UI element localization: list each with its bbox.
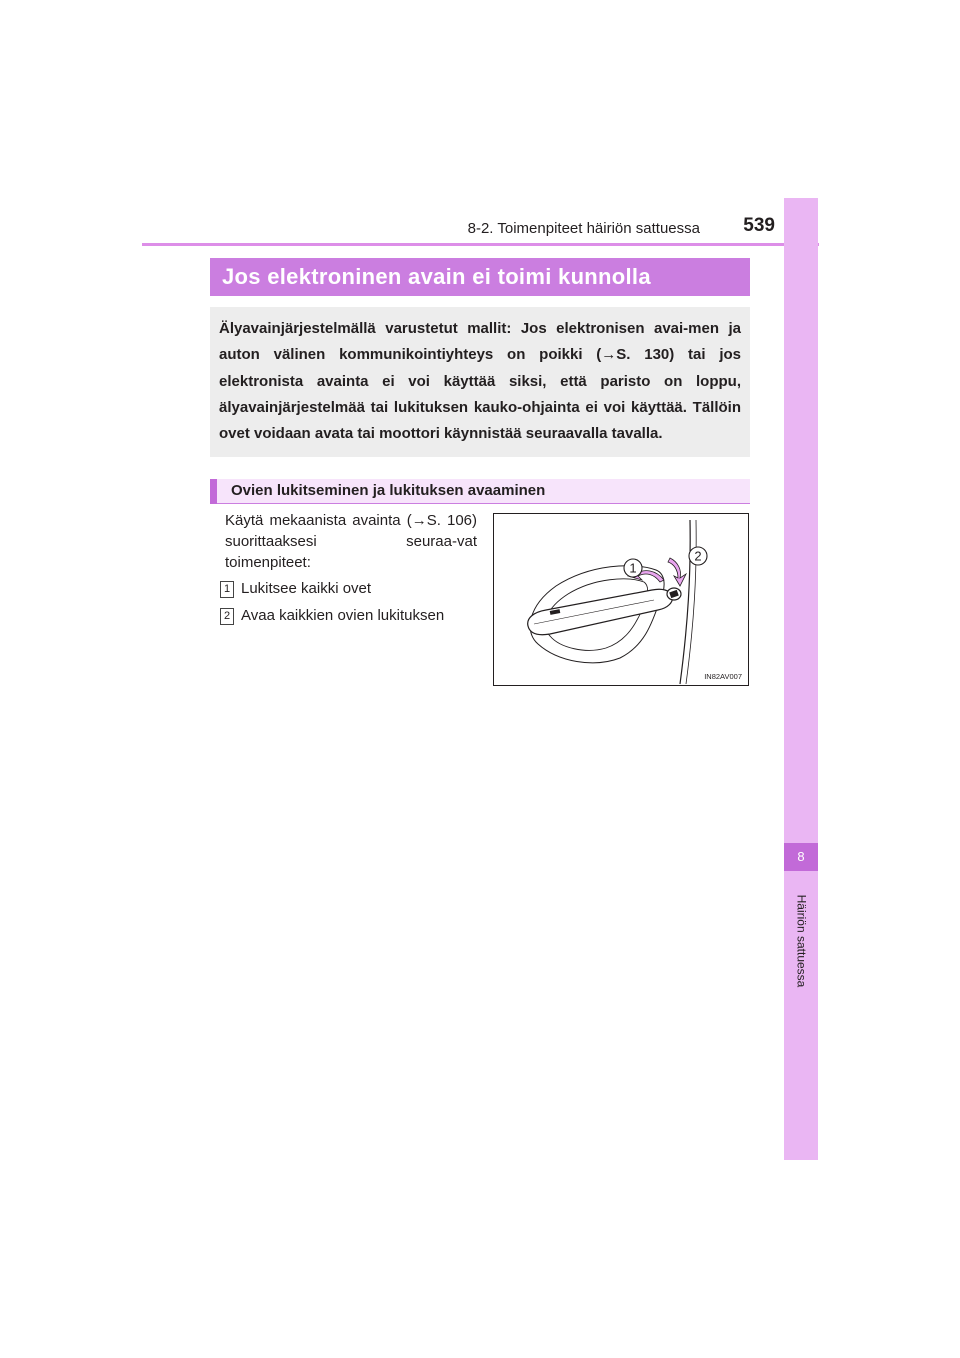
door-handle-illustration bbox=[494, 514, 750, 687]
step-1 bbox=[220, 579, 371, 599]
step-number-1: 1 bbox=[220, 581, 234, 598]
chapter-label: Häiriön sattuessa bbox=[794, 894, 808, 987]
chapter-tab bbox=[784, 198, 818, 1160]
subheading-marker bbox=[210, 479, 217, 504]
page-title: Jos elektroninen avain ei toimi kunnolla bbox=[222, 264, 651, 289]
title-bar bbox=[210, 258, 750, 296]
body-paragraph: Käytä mekaanista avainta (→S. 106) suorittaaksesi seuraa-vat toimenpiteet: bbox=[225, 512, 477, 571]
step-number-2: 2 bbox=[220, 608, 234, 625]
intro-box bbox=[210, 307, 750, 457]
step-text-2: Avaa kaikkien ovien lukituksen bbox=[241, 607, 445, 624]
subheading bbox=[210, 479, 750, 504]
header-rule bbox=[142, 243, 819, 246]
section-header: 8-2. Toimenpiteet häiriön sattuessa bbox=[467, 220, 700, 237]
subheading-band bbox=[217, 479, 750, 504]
step-2 bbox=[220, 606, 444, 626]
page-number: 539 bbox=[743, 215, 775, 236]
intro-text: Älyavainjärjestelmällä varustetut mallit: Jos elektronisen avai-men ja auton välinen kommunikointiyhteys on poikki (→S. 130) tai jos elektronista avainta ei voi käyttää siksi, että paristo on loppu, älyavainjärjestelmää tai lukituksen kauko-ohjainta ei voi käyttää. Tällöin ovet voidaan avata tai moottori käynnistää seuraavalla tavalla. bbox=[219, 320, 741, 443]
chapter-label-box bbox=[783, 883, 819, 998]
subheading-text: Ovien lukitseminen ja lukituksen avaaminen bbox=[231, 482, 546, 499]
door-handle-figure bbox=[493, 513, 749, 686]
chapter-number: 8 bbox=[784, 843, 818, 871]
callout-1: 1 bbox=[629, 560, 637, 576]
callout-2: 2 bbox=[694, 548, 702, 564]
figure-code: IN82AV007 bbox=[704, 672, 742, 681]
step-text-1: Lukitsee kaikki ovet bbox=[241, 580, 372, 597]
